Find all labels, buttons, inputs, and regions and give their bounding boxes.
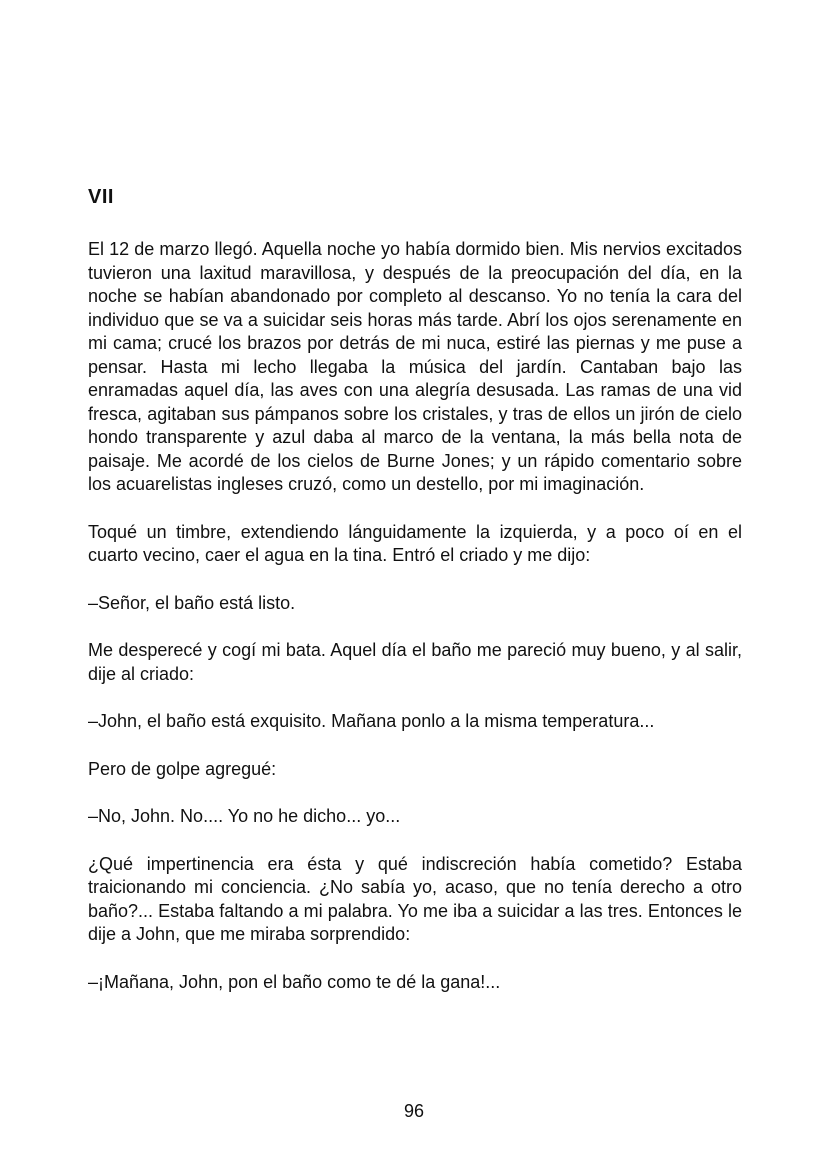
page-number: 96 — [403, 1101, 425, 1121]
dialogue-line-2: –John, el baño está exquisito. Mañana ponlo a la misma temperatura... — [88, 711, 655, 731]
paragraph-5: ¿Qué impertinencia era ésta y qué indiscreción había cometido? Estaba traicionando mi conciencia. ¿No sabía yo, acaso, que no tenía derecho a otro baño?... Estaba faltando a mi palabra. Yo me iba a suicidar a las tres. Entonces le dije a John, que me miraba sorprendido: — [88, 853, 742, 944]
paragraph-2: Toqué un timbre, extendiendo lánguidamente la izquierda, y a poco oí en el cuarto vecino, caer el agua en la tina. Entró el criado y me dijo: — [88, 521, 742, 565]
paragraph-4: Pero de golpe agregué: — [88, 758, 277, 779]
body-text — [88, 238, 742, 1018]
paragraph-1: El 12 de marzo llegó. Aquella noche yo había dormido bien. Mis nervios excitados tuvieron una laxitud maravillosa, y después de la preocupación del día, en la noche se habían abandonado por completo al descanso. Yo no tenía la cara del individuo que se va a suicidar seis horas más tarde. Abrí los ojos serenamente en mi cama; crucé los brazos por detrás de mi nuca, estiré las piernas y me puse a pensar. Hasta mi lecho llegaba la música del jardín. Cantaban bajo las enramadas aquel día, las aves con una alegría desusada. Las ramas de una vid fresca, agitaban sus pámpanos sobre los cristales, y tras de ellos un jirón de cielo hondo transparente y azul daba al marco de la ventana, la más bella nota de paisaje. Me acordé de los cielos de Burne Jones; y un rápido comentario sobre los acuarelistas ingleses cruzó, como un destello, por mi imaginación. — [88, 239, 742, 494]
dialogue-line-1: –Señor, el baño está listo. — [88, 592, 296, 613]
dialogue-line-4: –¡Mañana, John, pon el baño como te dé la gana!... — [88, 971, 501, 992]
chapter-heading: VII — [88, 186, 114, 208]
dialogue-line-3: –No, John. No.... Yo no he dicho... yo... — [88, 806, 401, 826]
paragraph-3: Me desperecé y cogí mi bata. Aquel día el baño me pareció muy bueno, y al salir, dije al criado: — [88, 640, 742, 684]
